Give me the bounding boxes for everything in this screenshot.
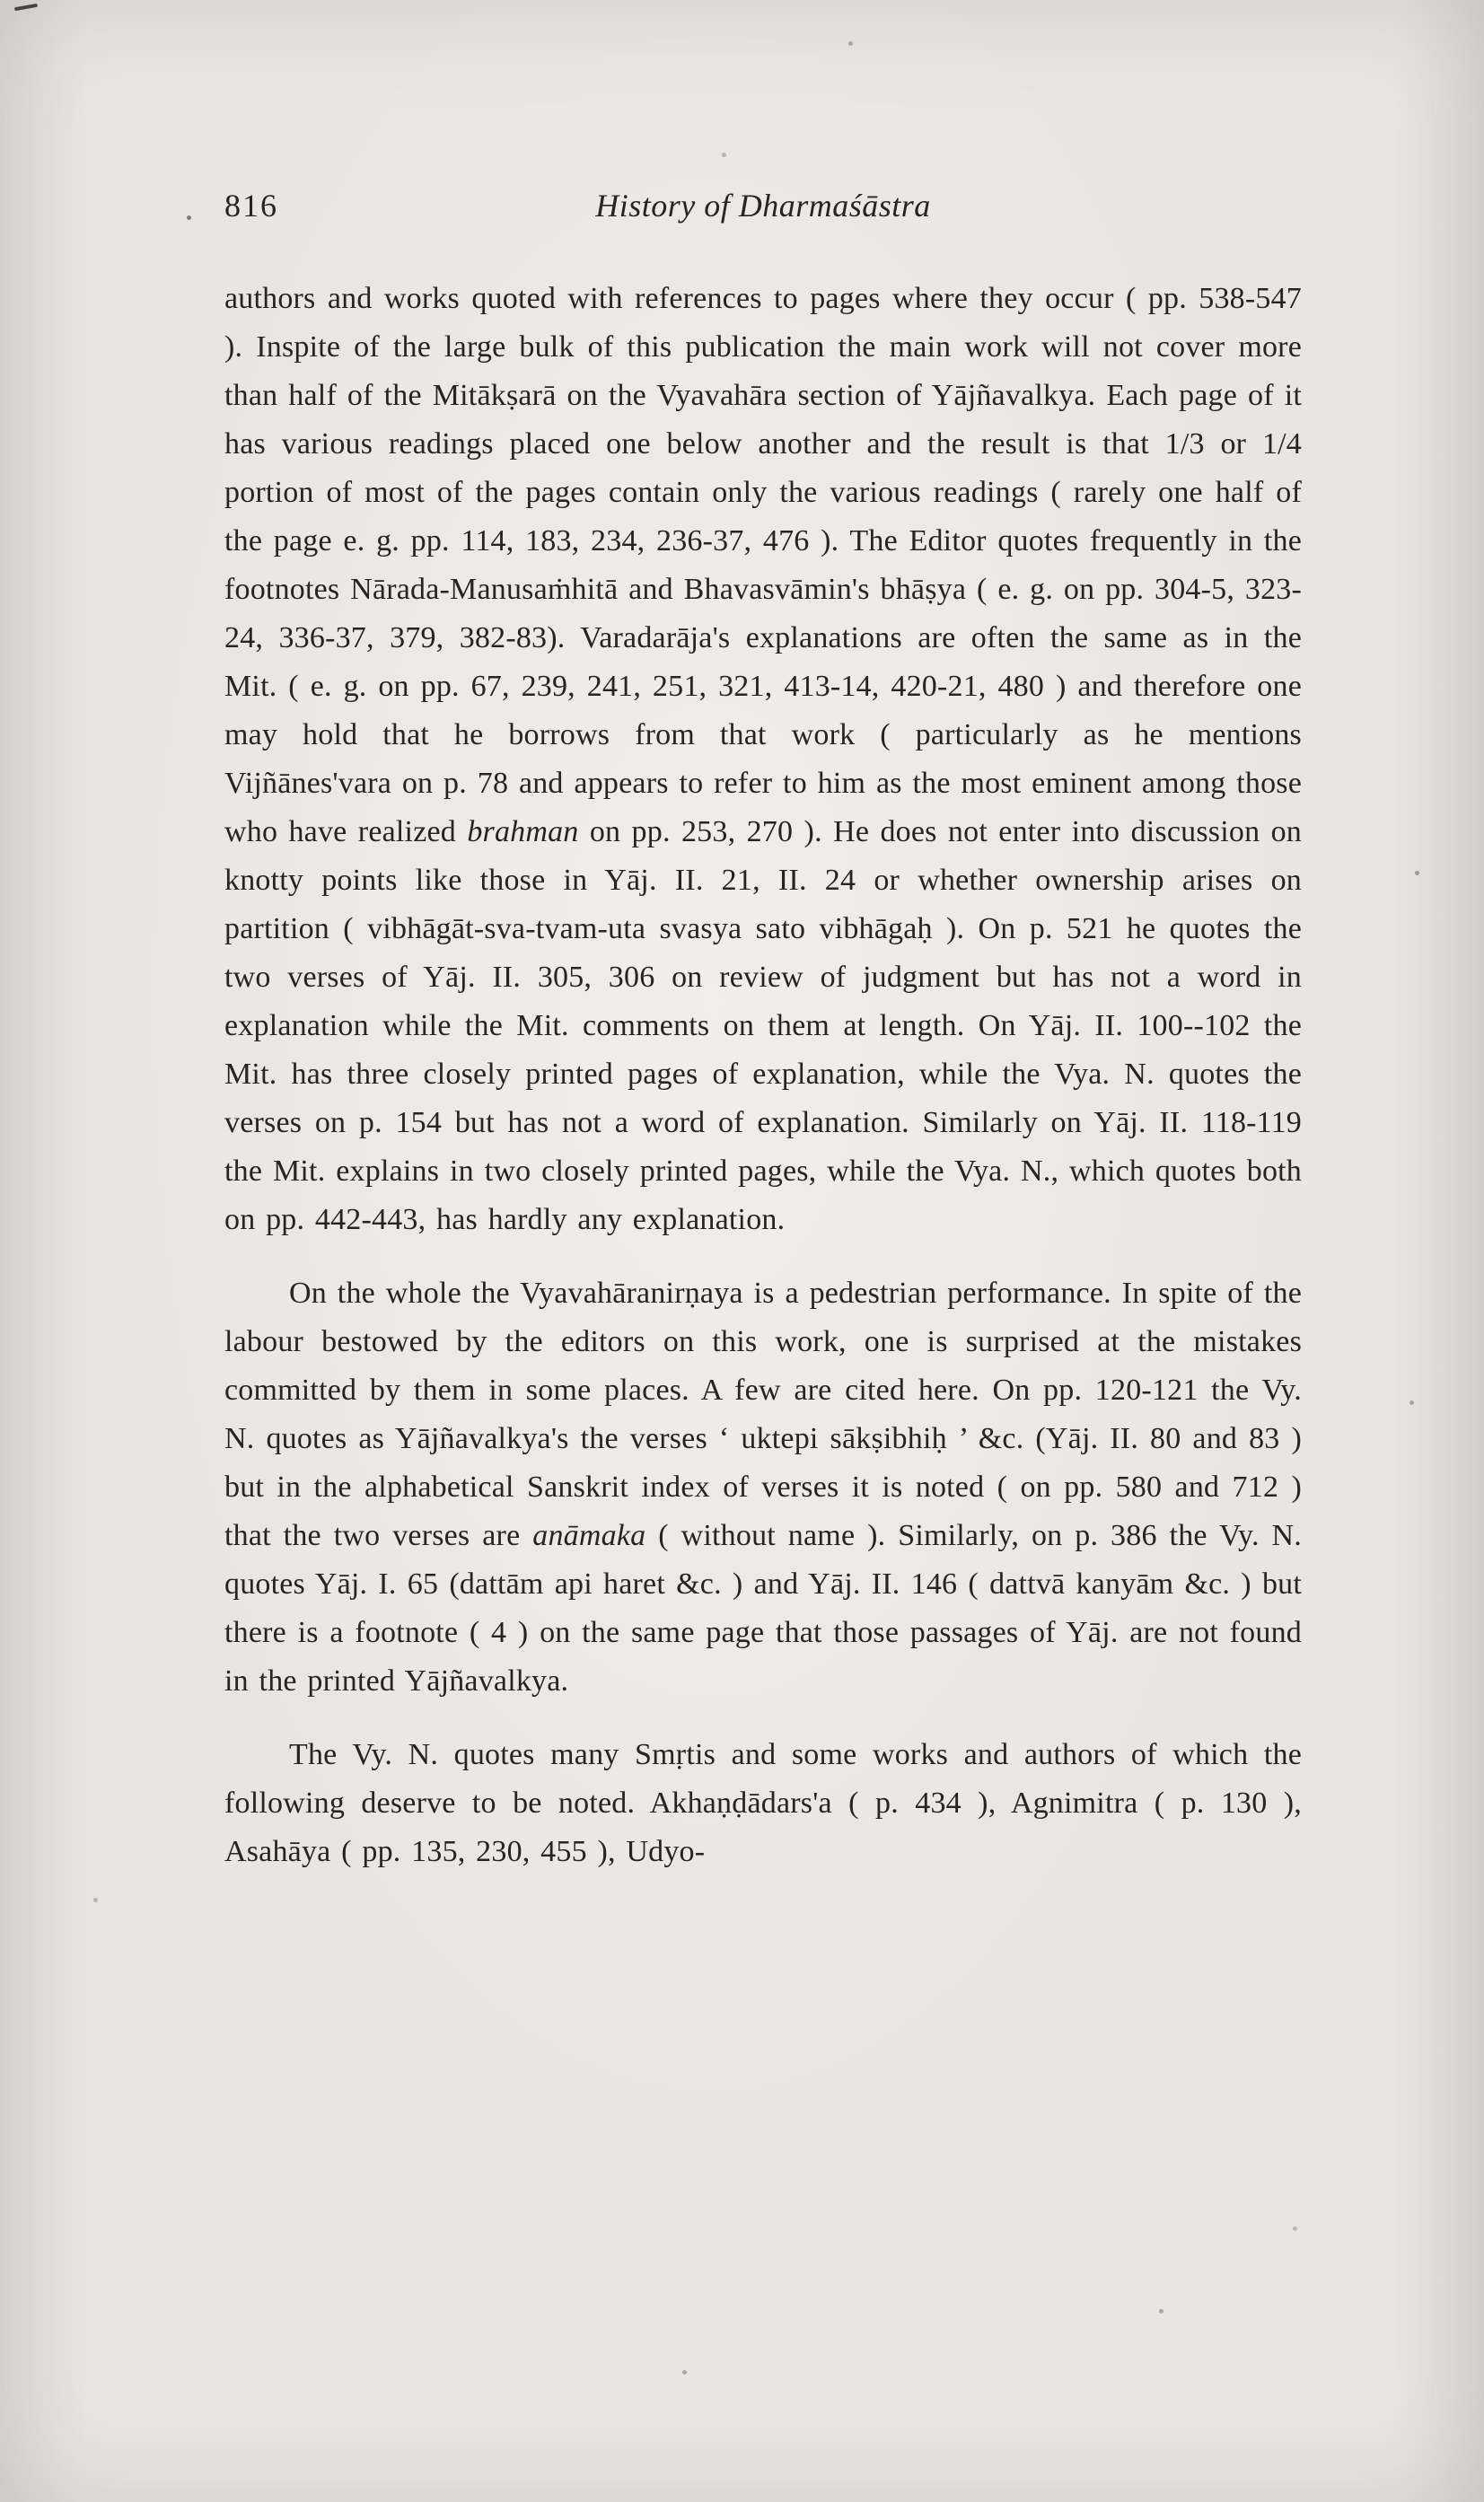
scan-speck — [1159, 2309, 1163, 2313]
scan-speck — [1415, 871, 1419, 875]
scan-speck — [187, 215, 191, 220]
scan-artifact-corner — [14, 4, 41, 14]
scan-speck — [1293, 2226, 1297, 2231]
running-head — [224, 187, 1302, 237]
running-title: History of Dharmaśāstra — [595, 188, 931, 224]
scan-speck — [722, 153, 726, 157]
scan-speck — [93, 1898, 98, 1902]
paragraph-3: The Vy. N. quotes many Smṛtis and some works and authors of which the following deserve to be noted. Akhaṇḍādars'a ( p. 434 ), Agnimitra ( p. 130 ), Asahāya ( pp. 135, 230, 455 ), Udyo- — [224, 1738, 1302, 1868]
page-body — [224, 275, 1302, 1876]
scan-speck — [848, 41, 853, 46]
paragraph-1: authors and works quoted with references to pages where they occur ( pp. 538-547 ). Inspite of the large bulk of this publication the main work will not cover more than half of the Mitākṣarā on the Vyavahāra section of Yājñavalkya. Each page of it has various readings placed one below another and the result is that 1/3 or 1/4 portion of most of the pages contain only the various readings ( rarely one half of the page e. g. pp. 114, 183, 234, 236-37, 476 ). The Editor quotes frequently in the footnotes Nārada-Manusaṁhitā and Bhavasvāmin's bhāṣya ( e. g. on pp. 304-5, 323-24, 336-37, 379, 382-83). Varadarāja's explanations are often the same as in the Mit. ( e. g. on pp. 67, 239, 241, 251, 321, 413-14, 420-21, 480 ) and therefore one may hold that he borrows from that work ( particularly as he mentions Vijñānes'vara on p. 78 and appears to refer to him as the most eminent among those who have realized brahman on pp. 253, 270 ). He does not enter into discussion on knotty points like those in Yāj. II. 21, II. 24 or whether ownership arises on partition ( vibhāgāt-sva-tvam-uta svasya sato vibhāgaḥ ). On p. 521 he quotes the two verses of Yāj. II. 305, 306 on review of judgment but has not a word in explanation while the Mit. comments on them at length. On Yāj. II. 100--102 the Mit. has three closely printed pages of explanation, while the Vya. N. quotes the verses on p. 154 but has not a word of explanation. Similarly on Yāj. II. 118-119 the Mit. explains in two closely printed pages, while the Vya. N., which quotes both on pp. 442-443, has hardly any explanation. — [224, 282, 1302, 1236]
scan-speck — [1409, 1400, 1414, 1405]
page-number: 816 — [224, 188, 278, 224]
scan-speck — [682, 2370, 687, 2375]
paragraph-2: On the whole the Vyavahāranirṇaya is a pedestrian performance. In spite of the labour bestowed by the editors on this work, one is surprised at the mistakes committed by them in some places. A few are cited here. On pp. 120-121 the Vy. N. quotes as Yājñavalkya's the verses ‘ uktepi sākṣibhiḥ ’ &c. (Yāj. II. 80 and 83 ) but in the alphabetical Sanskrit index of verses it is noted ( on pp. 580 and 712 ) that the two verses are anāmaka ( without name ). Similarly, on p. 386 the Vy. N. quotes Yāj. I. 65 (dattām api haret &c. ) and Yāj. II. 146 ( dattvā kanyām &c. ) but there is a footnote ( 4 ) on the same page that those passages of Yāj. are not found in the printed Yājñavalkya. — [224, 1277, 1302, 1698]
